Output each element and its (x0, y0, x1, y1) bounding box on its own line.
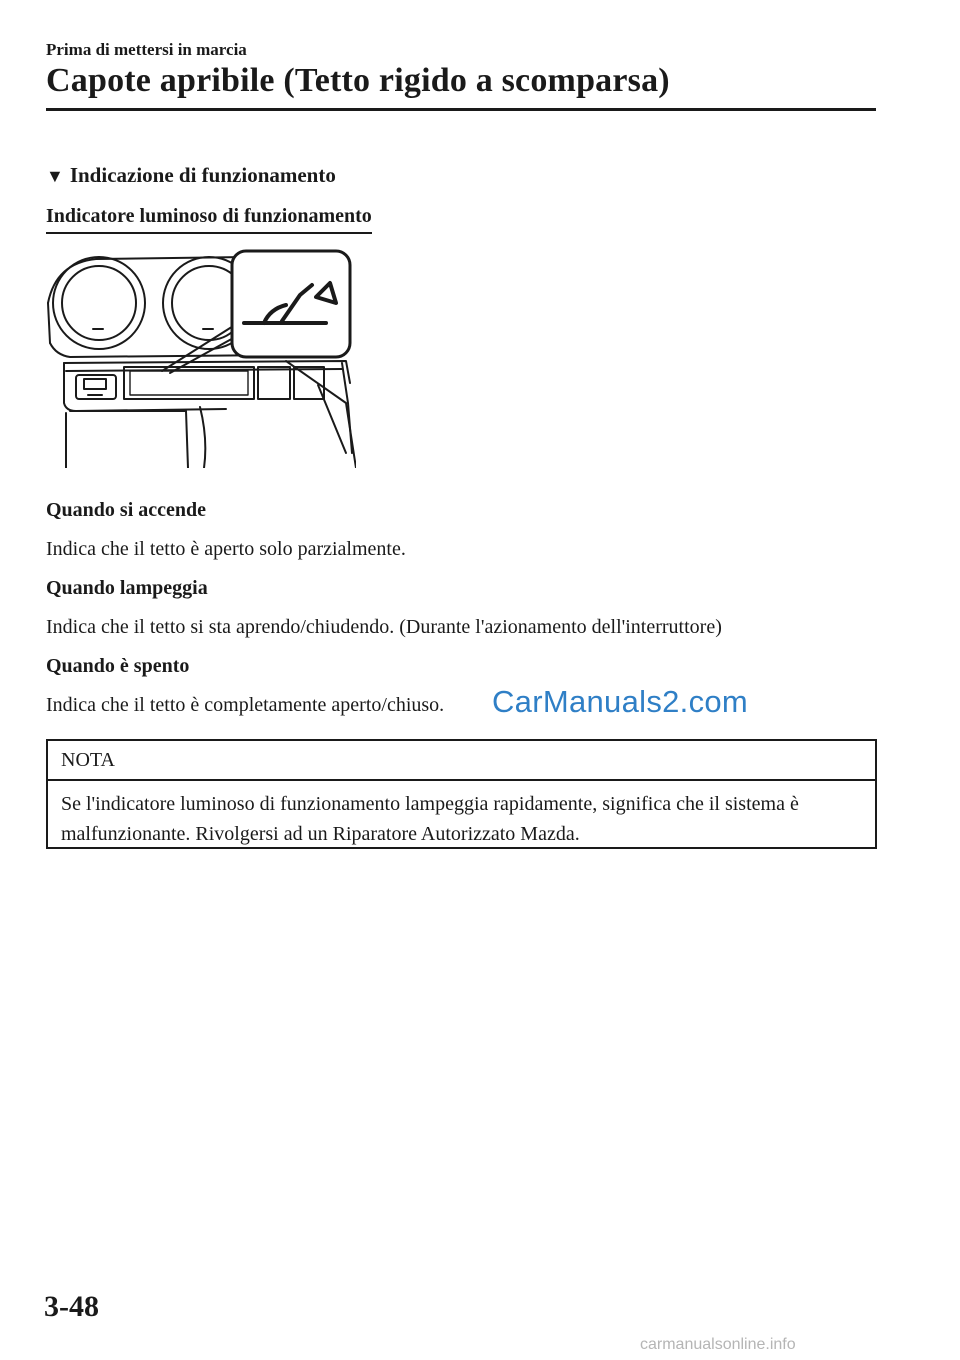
section-heading (46, 163, 336, 188)
footer-watermark: carmanualsonline.info (640, 1336, 796, 1353)
state-term-on: Quando si accende (46, 499, 207, 521)
watermark: CarManuals2.com (492, 684, 749, 719)
state-term-off: Quando è spento (46, 655, 190, 677)
note-text: Se l'indicatore luminoso di funzionamento lampeggia rapidamente, significa che il sistema è malfunzionante. Rivolgersi ad un Riparatore Autorizzato Mazda. (61, 793, 799, 845)
triangle-marker-icon: ▼ (46, 166, 64, 186)
header-divider (46, 108, 876, 111)
state-description-flashing: Indica che il tetto si sta aprendo/chiudendo. (Durante l'azionamento dell'interruttore) (46, 616, 722, 638)
state-term-flashing: Quando lampeggia (46, 577, 208, 599)
note-box (46, 739, 877, 849)
running-header: Prima di mettersi in marcia (46, 40, 247, 59)
page-title: Capote apribile (Tetto rigido a scomparsa) (46, 62, 670, 99)
state-description-on: Indica che il tetto è aperto solo parzialmente. (46, 538, 406, 560)
page-number: 3-48 (44, 1290, 99, 1323)
state-description-off: Indica che il tetto è completamente aperto/chiuso. (46, 694, 445, 716)
note-header (48, 741, 875, 781)
note-label: NOTA (61, 749, 115, 771)
dashboard-indicator-illustration (46, 243, 356, 468)
section-heading-text: Indicazione di funzionamento (69, 163, 336, 187)
subsection-heading: Indicatore luminoso di funzionamento (46, 205, 372, 234)
